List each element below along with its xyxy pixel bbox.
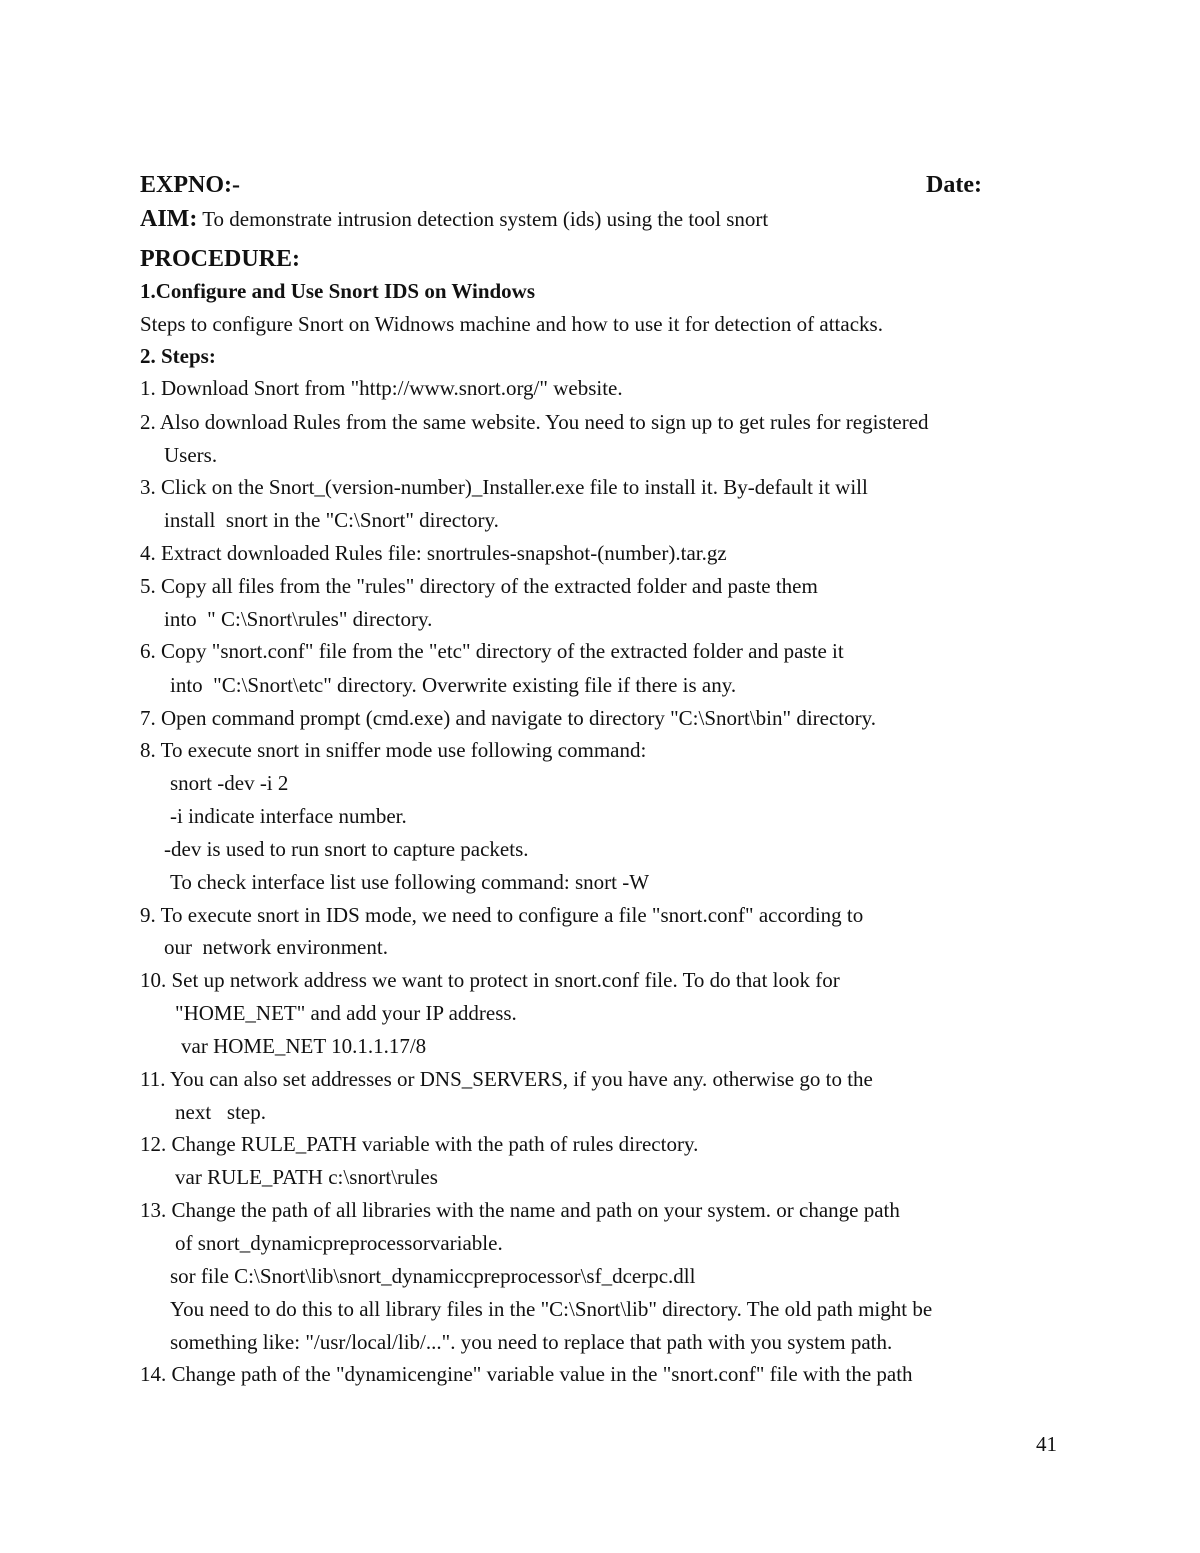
step-line: To check interface list use following command: snort -W: [170, 870, 650, 894]
step-line: 3. Click on the Snort_(version-number)_Installer.exe file to install it. By-default it will: [140, 475, 868, 499]
step-line: install snort in the "C:\Snort" directory.: [164, 508, 499, 532]
step-line: into " C:\Snort\rules" directory.: [164, 607, 433, 631]
step-line: 10. Set up network address we want to protect in snort.conf file. To do that look for: [140, 968, 840, 992]
step-line: 8. To execute snort in sniffer mode use following command:: [140, 738, 647, 762]
step-line: 12. Change RULE_PATH variable with the path of rules directory.: [140, 1132, 699, 1156]
aim-label: AIM:: [140, 206, 198, 232]
step-line: "HOME_NET" and add your IP address.: [175, 1001, 517, 1025]
step-line: next step.: [175, 1100, 266, 1124]
command-line: var RULE_PATH c:\snort\rules: [175, 1165, 438, 1189]
step-line: 14. Change path of the "dynamicengine" variable value in the "snort.conf" file with the path: [140, 1362, 913, 1386]
step-line: 13. Change the path of all libraries with the name and path on your system. or change path: [140, 1198, 900, 1222]
step-line: something like: "/usr/local/lib/...". you need to replace that path with you system path.: [170, 1330, 893, 1354]
step-line: You need to do this to all library files in the "C:\Snort\lib" directory. The old path might be: [170, 1297, 933, 1321]
command-line: var HOME_NET 10.1.1.17/8: [181, 1034, 427, 1058]
step-line: 4. Extract downloaded Rules file: snortrules-snapshot-(number).tar.gz: [140, 541, 727, 565]
section2-heading: 2. Steps:: [140, 344, 216, 368]
step-line: -dev is used to run snort to capture packets.: [164, 837, 529, 861]
step-line: -i indicate interface number.: [170, 804, 407, 828]
section1-heading: 1.Configure and Use Snort IDS on Windows: [140, 279, 536, 303]
aim-text: To demonstrate intrusion detection system (ids) using the tool snort: [197, 207, 769, 231]
step-line: into "C:\Snort\etc" directory. Overwrite existing file if there is any.: [170, 673, 737, 697]
step-line: 9. To execute snort in IDS mode, we need to configure a file "snort.conf" according to: [140, 903, 864, 927]
section1-text: Steps to configure Snort on Widnows machine and how to use it for detection of attacks.: [140, 312, 883, 336]
step-line: 11. You can also set addresses or DNS_SERVERS, if you have any. otherwise go to the: [140, 1067, 873, 1091]
step-line: 6. Copy "snort.conf" file from the "etc" directory of the extracted folder and paste it: [140, 639, 844, 663]
step-line: of snort_dynamicpreprocessorvariable.: [175, 1231, 503, 1255]
aim-line: [140, 206, 768, 232]
step-line: 2. Also download Rules from the same website. You need to sign up to get rules for registered: [140, 410, 929, 434]
step-line: 1. Download Snort from "http://www.snort.org/" website.: [140, 376, 623, 400]
command-line: sor file C:\Snort\lib\snort_dynamiccpreprocessor\sf_dcerpc.dll: [170, 1264, 696, 1288]
date-label: Date:: [926, 172, 982, 198]
step-line: our network environment.: [164, 935, 388, 959]
expno-label: EXPNO:-: [140, 172, 240, 198]
step-line: 7. Open command prompt (cmd.exe) and navigate to directory "C:\Snort\bin" directory.: [140, 706, 877, 730]
step-line: Users.: [164, 443, 218, 467]
procedure-heading: PROCEDURE:: [140, 246, 300, 272]
page-number: 41: [1036, 1432, 1057, 1456]
step-line: 5. Copy all files from the "rules" directory of the extracted folder and paste them: [140, 574, 818, 598]
command-line: snort -dev -i 2: [170, 771, 289, 795]
